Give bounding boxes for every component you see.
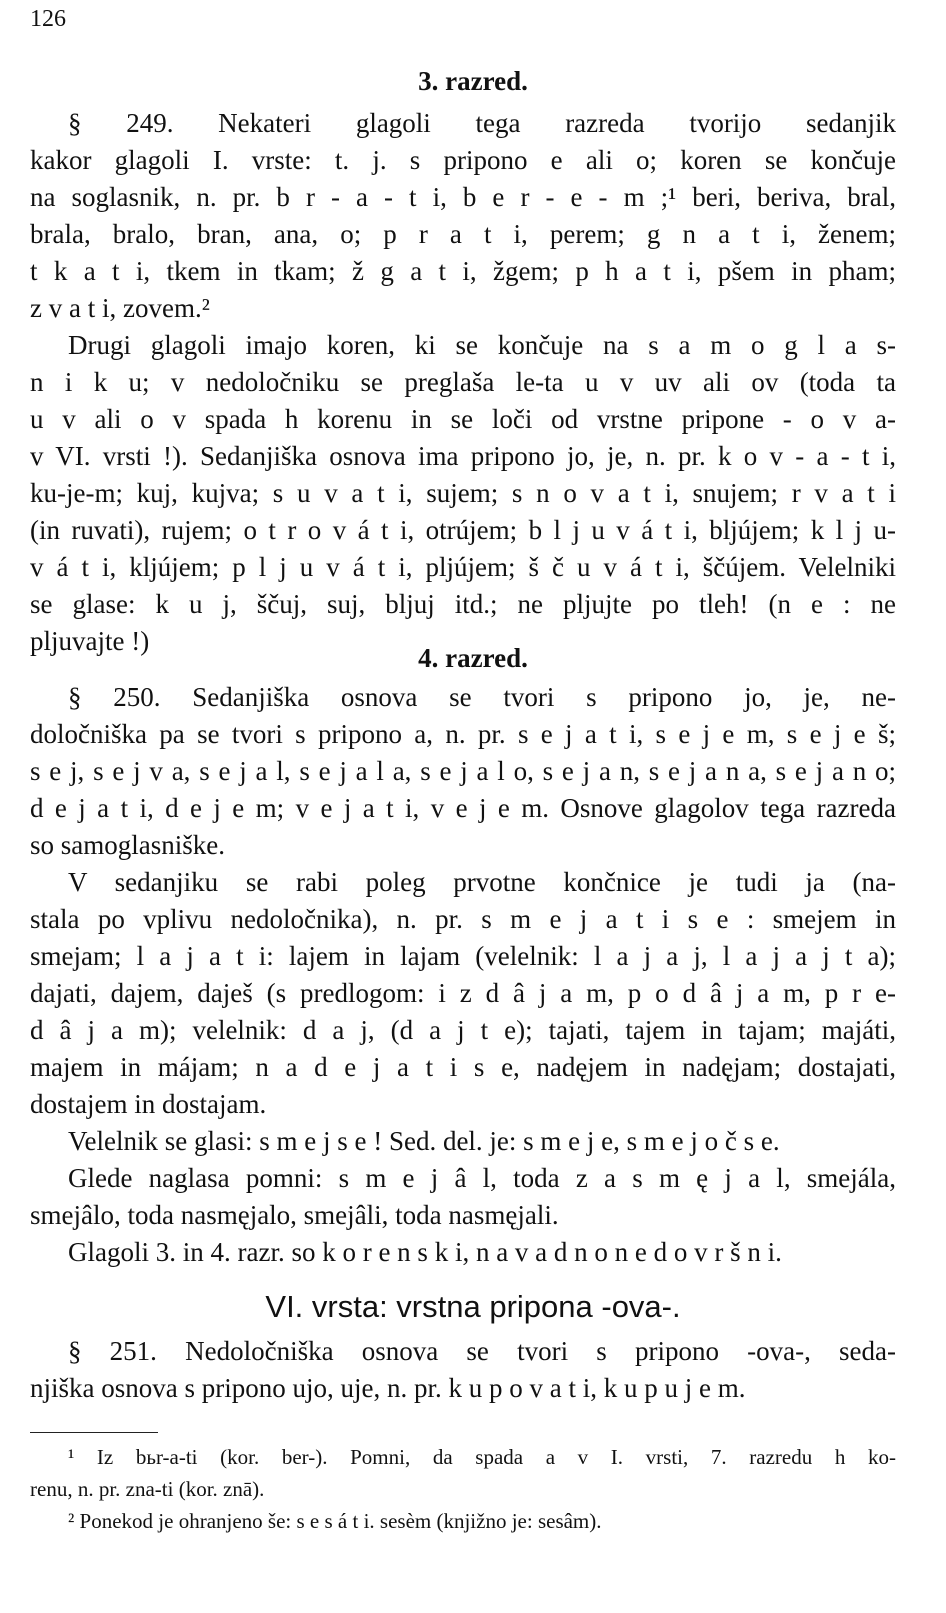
text-line: smejam; l a j a t i: lajem in lajam (velelnik: l a j a j, l a j a j t a);: [30, 941, 896, 971]
text-line: t k a t i, tkem in tkam; ž g a t i, žgem; p h a t i, pšem in pham;: [30, 256, 896, 286]
text-line: (in ruvati), rujem; o t r o v á t i, otrújem; b l j u v á t i, bljújem; k l j u-: [30, 515, 896, 545]
text-line: Velelnik se glasi: s m e j s e ! Sed. del. je: s m e j e, s m e j o č s e.: [68, 1126, 780, 1156]
text-line: Glede naglasa pomni: s m e j â l, toda z a s m ę j a l, smejála,: [68, 1163, 896, 1193]
footnote-line: ¹ Iz bьr-a-ti (kor. ber-). Pomni, da spada a v I. vrsti, 7. razredu h ko-: [68, 1445, 896, 1469]
text-line: z v a t i, zovem.²: [30, 293, 210, 323]
text-line: § 251. Nedoločniška osnova se tvori s pripono -ova-, seda-: [68, 1336, 896, 1366]
text-line: v á t i, kljújem; p l j u v á t i, pljújem; š č u v á t i, ščújem. Velelniki: [30, 552, 896, 582]
text-line: Glagoli 3. in 4. razr. so k o r e n s k i, n a v a d n o n e d o v r š n i.: [68, 1237, 782, 1267]
text-line: določniška pa se tvori s pripono a, n. pr. s e j a t i, s e j e m, s e j e š;: [30, 719, 896, 749]
section-heading-razred-3: 3. razred.: [418, 66, 528, 96]
footnote-rule: [30, 1432, 158, 1433]
text-line: so samoglasniške.: [30, 830, 225, 860]
text-line: kakor glagoli I. vrste: t. j. s pripono e ali o; koren se končuje: [30, 145, 896, 175]
text-line: smejâlo, toda nasmęjalo, smejâli, toda nasmęjali.: [30, 1200, 559, 1230]
text-line: majem in májam; n a d e j a t i s e, nadęjem in nadęjam; dostajati,: [30, 1052, 896, 1082]
text-line: § 249. Nekateri glagoli tega razreda tvorijo sedanjik: [68, 108, 896, 138]
text-line: stala po vplivu nedoločnika), n. pr. s m e j a t i s e : smejem in: [30, 904, 896, 934]
text-line: dajati, dajem, daješ (s predlogom: i z d â j a m, p o d â j a m, p r e-: [30, 978, 896, 1008]
text-line: Drugi glagoli imajo koren, ki se končuje na s a m o g l a s-: [68, 330, 896, 360]
text-line: V sedanjiku se rabi poleg prvotne končnice je tudi ja (na-: [68, 867, 896, 897]
text-line: pljuvajte !): [30, 626, 150, 656]
text-line: v VI. vrsti !). Sedanjiška osnova ima pripono jo, je, n. pr. k o v - a - t i,: [30, 441, 896, 471]
footnote-line: ² Ponekod je ohranjeno še: s e s á t i. sesèm (knjižno je: sesâm).: [68, 1509, 602, 1533]
text-line: na soglasnik, n. pr. b r - a - t i, b e r - e - m ;¹ beri, beriva, bral,: [30, 182, 896, 212]
text-line: se glase: k u j, ščuj, suj, bljuj itd.; ne pljujte po tleh! (n e : ne: [30, 589, 896, 619]
text-line: dostajem in dostajam.: [30, 1089, 267, 1119]
text-line: d e j a t i, d e j e m; v e j a t i, v e j e m. Osnove glagolov tega razreda: [30, 793, 896, 823]
text-line: d â j a m); velelnik: d a j, (d a j t e); tajati, tajem in tajam; majáti,: [30, 1015, 896, 1045]
text-line: n i k u; v nedoločniku se preglaša le-ta u v uv ali ov (toda ta: [30, 367, 896, 397]
text-line: s e j, s e j v a, s e j a l, s e j a l a, s e j a l o, s e j a n, s e j a n a, s e j a n o;: [30, 756, 896, 786]
section-heading-vi-vrsta: VI. vrsta: vrstna pripona -ova-.: [265, 1289, 681, 1324]
text-line: njiška osnova s pripono ujo, uje, n. pr. k u p o v a t i, k u p u j e m.: [30, 1373, 746, 1403]
text-line: § 250. Sedanjiška osnova se tvori s pripono jo, je, ne-: [68, 682, 896, 712]
text-line: ku-je-m; kuj, kujva; s u v a t i, sujem; s n o v a t i, snujem; r v a t i: [30, 478, 896, 508]
section-heading-razred-4: 4. razred.: [418, 643, 528, 673]
footnote-line: renu, n. pr. zna-ti (kor. znā).: [30, 1477, 265, 1501]
text-line: brala, bralo, bran, ana, o; p r a t i, perem; g n a t i, ženem;: [30, 219, 896, 249]
text-line: u v ali o v spada h korenu in se loči od vrstne pripone - o v a-: [30, 404, 896, 434]
page-number: 126: [30, 6, 66, 32]
